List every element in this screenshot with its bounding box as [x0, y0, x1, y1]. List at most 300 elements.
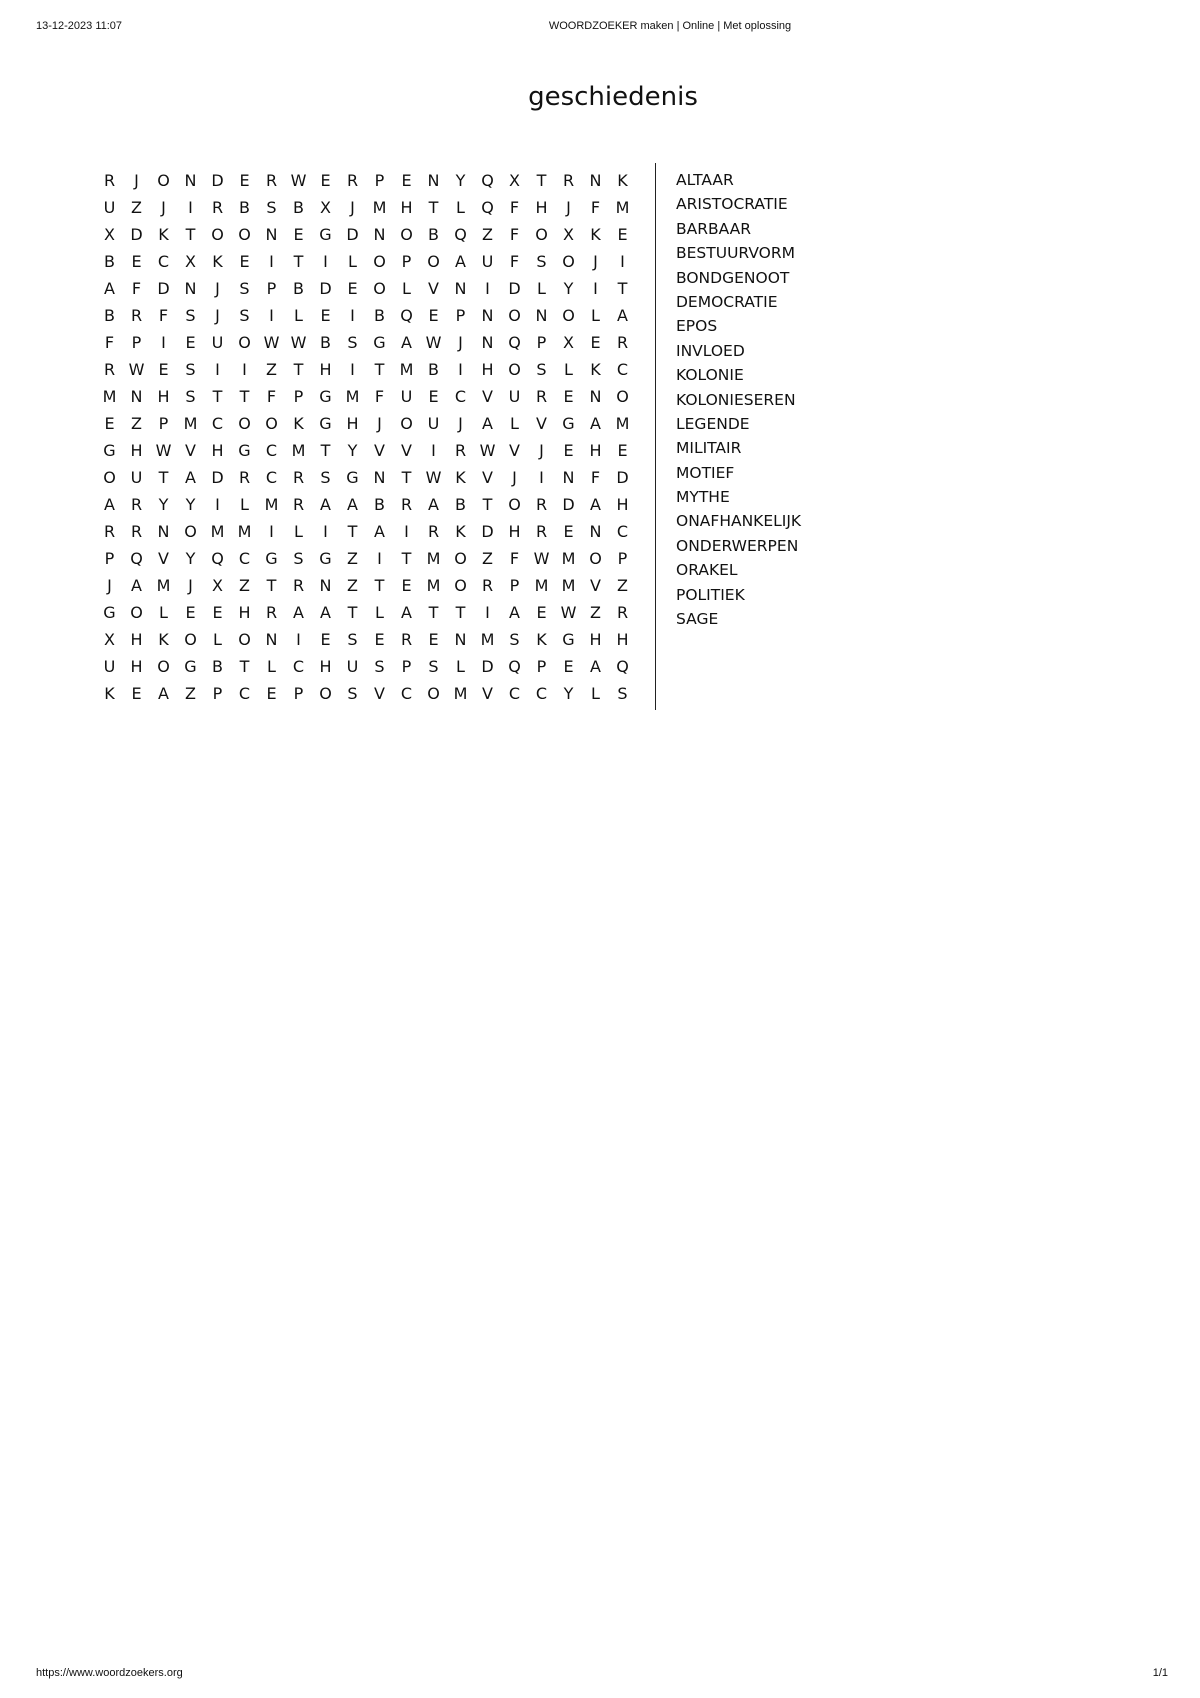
- grid-cell: I: [620, 252, 625, 271]
- grid-cell: M: [237, 522, 252, 541]
- grid-cell: A: [320, 495, 331, 514]
- grid-cell: N: [535, 306, 548, 325]
- grid-row: [96, 383, 636, 410]
- grid-cell: T: [374, 360, 385, 379]
- grid-cell: J: [566, 198, 571, 217]
- grid-cell: V: [590, 576, 601, 595]
- grid-cell: M: [210, 522, 225, 541]
- grid-cell: M: [561, 576, 576, 595]
- grid-cell: N: [589, 522, 602, 541]
- grid-cell: O: [562, 252, 575, 271]
- grid-cell: T: [617, 279, 628, 298]
- grid-cell: I: [269, 252, 274, 271]
- grid-cell: A: [131, 576, 142, 595]
- grid-cell: U: [400, 387, 413, 406]
- grid-cell: Z: [347, 549, 358, 568]
- grid-cell: I: [485, 603, 490, 622]
- grid-cell: Q: [130, 549, 143, 568]
- grid-cell: L: [402, 279, 411, 298]
- grid-cell: R: [616, 603, 629, 622]
- grid-cell: I: [188, 198, 193, 217]
- grid-cell: R: [535, 522, 548, 541]
- grid-cell: H: [589, 441, 602, 460]
- grid-cell: N: [454, 630, 467, 649]
- grid-row: [96, 410, 636, 437]
- grid-cell: C: [454, 387, 467, 406]
- grid-cell: I: [350, 360, 355, 379]
- word-list-item: DEMOCRATIE: [676, 292, 778, 311]
- grid-cell: C: [265, 441, 278, 460]
- grid-cell: T: [158, 468, 169, 487]
- puzzle-title: geschiedenis: [528, 82, 698, 112]
- grid-cell: H: [319, 360, 332, 379]
- grid-cell: T: [347, 603, 358, 622]
- grid-cell: G: [319, 225, 332, 244]
- grid-cell: T: [401, 468, 412, 487]
- grid-cell: V: [428, 279, 439, 298]
- grid-cell: U: [427, 414, 440, 433]
- grid-cell: E: [266, 684, 277, 703]
- grid-cell: T: [347, 522, 358, 541]
- grid-cell: Y: [455, 171, 466, 190]
- grid-row: [96, 302, 636, 329]
- grid-cell: R: [616, 333, 629, 352]
- grid-row: [96, 518, 636, 545]
- grid-cell: L: [537, 279, 546, 298]
- grid-cell: S: [320, 468, 331, 487]
- grid-cell: E: [563, 522, 574, 541]
- grid-cell: R: [454, 441, 467, 460]
- grid-cell: J: [539, 441, 544, 460]
- grid-cell: R: [400, 630, 413, 649]
- grid-cell: L: [240, 495, 249, 514]
- grid-cell: I: [215, 360, 220, 379]
- grid-cell: P: [509, 576, 520, 595]
- grid-cell: E: [374, 630, 385, 649]
- grid-cell: O: [184, 630, 197, 649]
- grid-cell: M: [372, 198, 387, 217]
- grid-cell: T: [212, 387, 223, 406]
- grid-cell: E: [239, 171, 250, 190]
- grid-cell: K: [455, 522, 466, 541]
- grid-cell: U: [103, 198, 116, 217]
- grid-cell: N: [184, 171, 197, 190]
- grid-cell: W: [560, 603, 577, 622]
- grid-cell: G: [265, 549, 278, 568]
- grid-cell: R: [292, 468, 305, 487]
- grid-cell: T: [401, 549, 412, 568]
- grid-cell: R: [211, 198, 224, 217]
- grid-cell: D: [319, 279, 332, 298]
- grid-cell: F: [509, 252, 520, 271]
- print-datetime: 13-12-2023 11:07: [36, 20, 123, 32]
- grid-cell: A: [401, 333, 412, 352]
- grid-cell: D: [481, 657, 494, 676]
- grid-cell: O: [319, 684, 332, 703]
- grid-cell: Q: [508, 333, 521, 352]
- print-page-title: WOORDZOEKER maken | Online | Met oplossing: [548, 20, 792, 32]
- grid-cell: N: [562, 468, 575, 487]
- grid-cell: L: [213, 630, 222, 649]
- grid-row: [96, 491, 636, 518]
- grid-row: [96, 464, 636, 491]
- grid-cell: V: [536, 414, 547, 433]
- grid-cell: D: [130, 225, 143, 244]
- grid-cell: W: [290, 333, 307, 352]
- grid-cell: W: [290, 171, 307, 190]
- grid-cell: V: [482, 684, 493, 703]
- grid-cell: S: [239, 279, 250, 298]
- grid-cell: Q: [481, 171, 494, 190]
- grid-cell: H: [157, 387, 170, 406]
- grid-cell: D: [157, 279, 170, 298]
- grid-cell: Q: [211, 549, 224, 568]
- grid-cell: B: [293, 279, 304, 298]
- grid-cell: G: [103, 441, 116, 460]
- grid-cell: C: [238, 549, 251, 568]
- word-list-item: ONAFHANKELIJK: [676, 512, 802, 531]
- grid-cell: I: [593, 279, 598, 298]
- grid-cell: F: [104, 333, 115, 352]
- grid-cell: C: [535, 684, 548, 703]
- grid-cell: F: [590, 468, 601, 487]
- grid-cell: T: [239, 657, 250, 676]
- grid-cell: H: [319, 657, 332, 676]
- word-list-item: BONDGENOOT: [676, 268, 790, 287]
- grid-cell: P: [212, 684, 223, 703]
- grid-cell: L: [159, 603, 168, 622]
- grid-cell: K: [212, 252, 223, 271]
- grid-cell: E: [617, 441, 628, 460]
- grid-cell: O: [238, 414, 251, 433]
- grid-cell: C: [616, 522, 629, 541]
- grid-cell: F: [158, 306, 169, 325]
- grid-cell: S: [536, 252, 547, 271]
- letter-grid: [96, 167, 636, 707]
- grid-cell: F: [131, 279, 142, 298]
- grid-cell: X: [104, 630, 115, 649]
- grid-cell: Y: [185, 495, 196, 514]
- grid-cell: Z: [239, 576, 250, 595]
- grid-cell: I: [161, 333, 166, 352]
- word-list-item: MOTIEF: [676, 463, 735, 482]
- grid-cell: O: [508, 360, 521, 379]
- grid-cell: X: [563, 333, 574, 352]
- grid-cell: O: [400, 414, 413, 433]
- grid-cell: Y: [347, 441, 358, 460]
- divider: [655, 163, 656, 710]
- grid-cell: E: [347, 279, 358, 298]
- grid-cell: A: [158, 684, 169, 703]
- grid-cell: T: [374, 576, 385, 595]
- grid-cell: A: [104, 495, 115, 514]
- grid-cell: N: [157, 522, 170, 541]
- grid-cell: J: [377, 414, 382, 433]
- grid-cell: X: [104, 225, 115, 244]
- grid-cell: I: [269, 306, 274, 325]
- grid-cell: M: [615, 414, 630, 433]
- grid-cell: B: [374, 495, 385, 514]
- grid-cell: S: [428, 657, 439, 676]
- grid-cell: W: [128, 360, 145, 379]
- grid-cell: G: [373, 333, 386, 352]
- grid-cell: S: [239, 306, 250, 325]
- grid-cell: R: [130, 495, 143, 514]
- grid-cell: F: [266, 387, 277, 406]
- grid-cell: A: [590, 495, 601, 514]
- grid-cell: Z: [185, 684, 196, 703]
- grid-cell: T: [293, 360, 304, 379]
- grid-cell: V: [482, 387, 493, 406]
- grid-cell: L: [348, 252, 357, 271]
- grid-cell: U: [481, 252, 494, 271]
- grid-cell: I: [350, 306, 355, 325]
- word-list-item: POLITIEK: [676, 585, 745, 604]
- grid-cell: H: [616, 630, 629, 649]
- grid-cell: T: [428, 603, 439, 622]
- grid-cell: M: [480, 630, 495, 649]
- grid-row: [96, 545, 636, 572]
- grid-cell: B: [428, 360, 439, 379]
- grid-row: [96, 194, 636, 221]
- grid-cell: M: [453, 684, 468, 703]
- grid-cell: D: [481, 522, 494, 541]
- grid-cell: R: [481, 576, 494, 595]
- grid-cell: A: [617, 306, 628, 325]
- grid-cell: J: [107, 576, 112, 595]
- grid-cell: F: [509, 225, 520, 244]
- grid-cell: E: [428, 630, 439, 649]
- grid-cell: O: [427, 684, 440, 703]
- grid-cell: R: [346, 171, 359, 190]
- grid-cell: K: [590, 225, 601, 244]
- grid-cell: K: [104, 684, 115, 703]
- grid-cell: S: [347, 333, 358, 352]
- grid-cell: M: [345, 387, 360, 406]
- grid-cell: S: [509, 630, 520, 649]
- grid-cell: M: [426, 576, 441, 595]
- grid-cell: Z: [482, 549, 493, 568]
- grid-cell: N: [589, 387, 602, 406]
- grid-cell: L: [294, 522, 303, 541]
- grid-cell: H: [211, 441, 224, 460]
- grid-cell: S: [536, 360, 547, 379]
- grid-cell: O: [157, 657, 170, 676]
- grid-cell: C: [157, 252, 170, 271]
- grid-row: [96, 626, 636, 653]
- grid-cell: P: [401, 657, 412, 676]
- grid-cell: H: [589, 630, 602, 649]
- grid-cell: Q: [508, 657, 521, 676]
- grid-cell: O: [184, 522, 197, 541]
- grid-cell: W: [425, 333, 442, 352]
- grid-cell: N: [319, 576, 332, 595]
- grid-cell: Z: [482, 225, 493, 244]
- grid-cell: Y: [185, 549, 196, 568]
- grid-cell: X: [509, 171, 520, 190]
- page-number: 1/1: [1152, 1667, 1168, 1679]
- grid-cell: U: [346, 657, 359, 676]
- grid-cell: R: [103, 171, 116, 190]
- grid-cell: A: [590, 657, 601, 676]
- grid-cell: O: [562, 306, 575, 325]
- grid-cell: I: [458, 360, 463, 379]
- grid-cell: S: [185, 387, 196, 406]
- grid-cell: N: [373, 468, 386, 487]
- grid-cell: Z: [617, 576, 628, 595]
- grid-cell: J: [512, 468, 517, 487]
- grid-cell: N: [427, 171, 440, 190]
- grid-cell: N: [373, 225, 386, 244]
- grid-cell: T: [185, 225, 196, 244]
- grid-row: [96, 167, 636, 194]
- grid-cell: A: [509, 603, 520, 622]
- grid-cell: J: [188, 576, 193, 595]
- grid-cell: V: [401, 441, 412, 460]
- grid-cell: H: [238, 603, 251, 622]
- grid-cell: M: [264, 495, 279, 514]
- grid-cell: Q: [616, 657, 629, 676]
- grid-cell: O: [238, 225, 251, 244]
- grid-cell: A: [185, 468, 196, 487]
- grid-cell: B: [104, 252, 115, 271]
- grid-cell: Z: [131, 198, 142, 217]
- grid-cell: W: [155, 441, 172, 460]
- grid-cell: T: [239, 387, 250, 406]
- grid-cell: T: [266, 576, 277, 595]
- grid-cell: R: [292, 495, 305, 514]
- grid-cell: L: [591, 306, 600, 325]
- grid-row: [96, 329, 636, 356]
- grid-cell: N: [454, 279, 467, 298]
- grid-cell: H: [535, 198, 548, 217]
- grid-cell: V: [482, 468, 493, 487]
- grid-cell: E: [158, 360, 169, 379]
- grid-cell: R: [400, 495, 413, 514]
- grid-cell: E: [563, 387, 574, 406]
- grid-cell: C: [508, 684, 521, 703]
- grid-cell: O: [157, 171, 170, 190]
- grid-cell: O: [427, 252, 440, 271]
- grid-cell: F: [509, 549, 520, 568]
- grid-cell: N: [481, 306, 494, 325]
- grid-cell: I: [323, 252, 328, 271]
- grid-cell: Q: [481, 198, 494, 217]
- grid-cell: V: [509, 441, 520, 460]
- grid-cell: L: [591, 684, 600, 703]
- grid-cell: S: [293, 549, 304, 568]
- grid-cell: O: [103, 468, 116, 487]
- grid-cell: N: [265, 225, 278, 244]
- grid-cell: S: [347, 684, 358, 703]
- grid-cell: O: [211, 225, 224, 244]
- grid-cell: P: [374, 171, 385, 190]
- grid-cell: S: [185, 360, 196, 379]
- grid-row: [96, 248, 636, 275]
- grid-cell: E: [185, 333, 196, 352]
- grid-cell: S: [266, 198, 277, 217]
- grid-row: [96, 275, 636, 302]
- word-list-item: KOLONIE: [676, 366, 744, 385]
- grid-cell: R: [265, 603, 278, 622]
- grid-cell: O: [130, 603, 143, 622]
- grid-cell: D: [508, 279, 521, 298]
- grid-cell: K: [617, 171, 628, 190]
- grid-cell: P: [536, 657, 547, 676]
- grid-cell: E: [536, 603, 547, 622]
- word-list-item: MILITAIR: [676, 439, 742, 458]
- grid-cell: E: [617, 225, 628, 244]
- grid-cell: R: [103, 522, 116, 541]
- grid-cell: L: [510, 414, 519, 433]
- grid-cell: Z: [266, 360, 277, 379]
- grid-cell: X: [563, 225, 574, 244]
- grid-cell: F: [509, 198, 520, 217]
- grid-cell: K: [455, 468, 466, 487]
- grid-cell: J: [134, 171, 139, 190]
- grid-cell: E: [320, 630, 331, 649]
- grid-cell: L: [564, 360, 573, 379]
- grid-cell: U: [130, 468, 143, 487]
- grid-cell: D: [616, 468, 629, 487]
- grid-cell: V: [374, 441, 385, 460]
- grid-cell: O: [508, 306, 521, 325]
- grid-cell: R: [292, 576, 305, 595]
- grid-cell: F: [590, 198, 601, 217]
- grid-cell: R: [103, 360, 116, 379]
- grid-cell: S: [617, 684, 628, 703]
- grid-cell: M: [426, 549, 441, 568]
- grid-cell: W: [425, 468, 442, 487]
- grid-cell: L: [294, 306, 303, 325]
- grid-row: [96, 572, 636, 599]
- grid-cell: W: [479, 441, 496, 460]
- grid-cell: E: [185, 603, 196, 622]
- grid-cell: J: [458, 333, 463, 352]
- grid-cell: E: [131, 252, 142, 271]
- grid-cell: T: [536, 171, 547, 190]
- grid-cell: K: [293, 414, 304, 433]
- grid-cell: E: [563, 441, 574, 460]
- grid-row: [96, 356, 636, 383]
- grid-cell: A: [347, 495, 358, 514]
- grid-cell: U: [211, 333, 224, 352]
- grid-cell: R: [562, 171, 575, 190]
- grid-cell: M: [156, 576, 171, 595]
- grid-cell: R: [130, 306, 143, 325]
- grid-cell: U: [508, 387, 521, 406]
- grid-cell: G: [184, 657, 197, 676]
- grid-cell: G: [103, 603, 116, 622]
- grid-cell: A: [374, 522, 385, 541]
- grid-cell: T: [293, 252, 304, 271]
- grid-cell: T: [482, 495, 493, 514]
- grid-cell: R: [130, 522, 143, 541]
- grid-cell: B: [239, 198, 250, 217]
- grid-cell: S: [374, 657, 385, 676]
- grid-cell: U: [103, 657, 116, 676]
- grid-cell: P: [104, 549, 115, 568]
- grid-cell: M: [183, 414, 198, 433]
- grid-row: [96, 437, 636, 464]
- grid-cell: Y: [563, 684, 574, 703]
- grid-cell: N: [265, 630, 278, 649]
- grid-cell: G: [319, 549, 332, 568]
- grid-cell: L: [456, 657, 465, 676]
- grid-cell: I: [404, 522, 409, 541]
- grid-cell: P: [401, 252, 412, 271]
- grid-cell: H: [400, 198, 413, 217]
